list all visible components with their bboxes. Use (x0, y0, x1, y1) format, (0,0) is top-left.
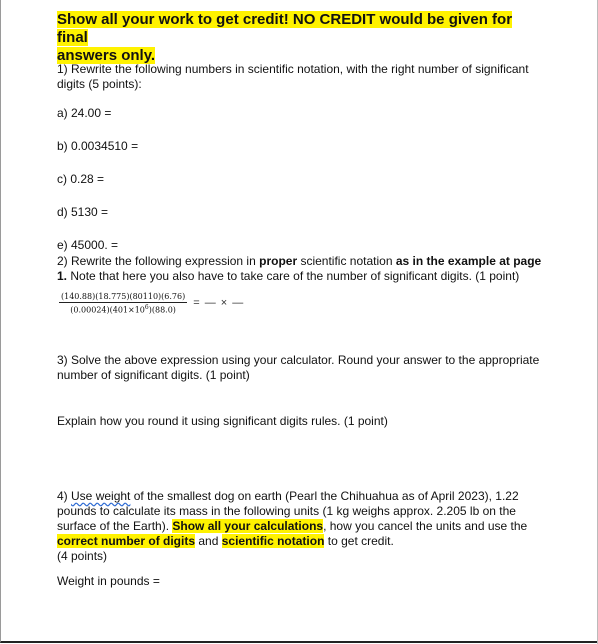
q3-line-2: number of significant digits. (1 point) (57, 368, 250, 382)
q1-item-b: b) 0.0034510 = (57, 139, 139, 153)
q4-highlight-show-calculations: Show all your calculations (172, 519, 324, 533)
denominator-part-a: (0.00024)(401×10 (70, 305, 145, 315)
q4-line-4b: and (195, 534, 222, 548)
header-line-1: Show all your work to get credit! NO CREDIT would be given for final (57, 11, 513, 46)
fraction-stack (59, 292, 187, 315)
question-2-prompt (57, 254, 547, 284)
q1-line-2: digits (5 points): (57, 77, 142, 91)
question-4-prompt (57, 489, 547, 564)
q3-line-1: 3) Solve the above expression using your calculator. Round your answer to the appropriate (57, 353, 540, 367)
q1-item-c: c) 0.28 = (57, 172, 105, 186)
q2-bold-example: as in the example at page (395, 254, 542, 268)
q4-highlight-correct-digits: correct number of digits (57, 534, 196, 548)
question-3-prompt (57, 353, 547, 383)
q1-item-d: d) 5130 = (57, 205, 109, 219)
denominator-part-b: )(88.0) (148, 305, 176, 315)
q2-text: 2) Rewrite the following expression in (57, 254, 260, 268)
q2-text-3: Note that here you also have to take care of the number of significant digits. (1 point) (67, 269, 520, 283)
q2-bold-page: 1. (57, 269, 68, 283)
denominator-exponent: 6 (144, 304, 149, 311)
q2-bold-proper: proper (259, 254, 298, 268)
q4-points: (4 points) (57, 549, 108, 563)
q4-line-2: pounds to calculate its mass in the following units (1 kg weighs approx. 2.205 lb on the (57, 504, 516, 518)
q4-number: 4) (57, 489, 72, 503)
q4-line-3c: , how you cancel the units and use the (323, 519, 528, 533)
fraction-denominator (68, 303, 178, 315)
q2-text-2: scientific notation (297, 254, 396, 268)
weight-in-pounds-prompt: Weight in pounds = (57, 574, 160, 588)
q4-line-1: of the smallest dog on earth (Pearl the Chihuahua as of April 2023), 1.22 (130, 489, 519, 503)
q1-item-a: a) 24.00 = (57, 106, 112, 120)
answer-template: = — × — (193, 297, 245, 310)
fraction-numerator: (140.88)(18.775)(80110)(6.76) (61, 292, 186, 301)
q3-explain-prompt: Explain how you round it using significant digits rules. (1 point) (57, 414, 388, 428)
q1-item-e: e) 45000. = (57, 238, 119, 252)
question-1-prompt (57, 62, 547, 92)
q4-use-weight: Use weight (71, 489, 131, 503)
instruction-header (57, 11, 527, 65)
q4-highlight-scientific-notation: scientific notation (221, 534, 325, 548)
q4-line-3a: surface of the Earth). (57, 519, 173, 533)
header-line-2: answers only. (57, 47, 156, 64)
q1-line-1: 1) Rewrite the following numbers in scientific notation, with the right number of significant (57, 62, 529, 76)
expression-fraction (59, 292, 244, 315)
q4-line-4d: to get credit. (324, 534, 394, 548)
